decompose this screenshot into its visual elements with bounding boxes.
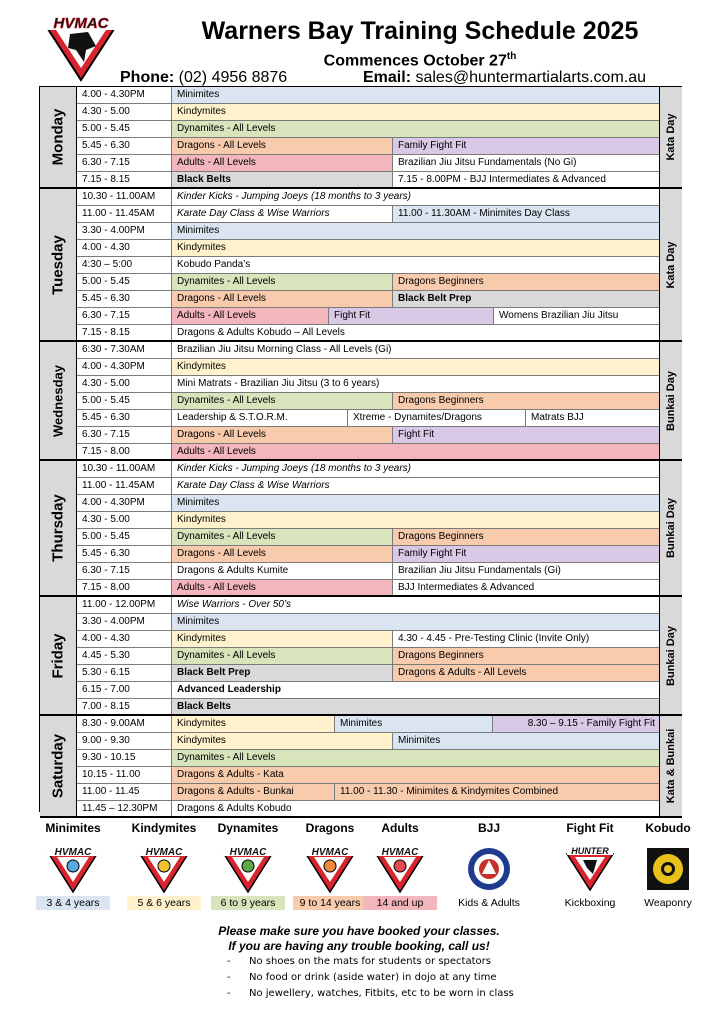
class-cell-minimites: Minimites [172,87,660,103]
time-slot: 6:30 - 7.30AM [77,342,172,358]
schedule-row [77,631,659,648]
svg-text:HUNTER: HUNTER [571,846,609,856]
class-cell-dragons-beginners: Dragons Beginners [393,393,660,409]
schedule-row [77,767,659,784]
schedule-row [77,206,659,223]
schedule-row [77,257,659,274]
legend-item-fight-fit [545,820,635,910]
class-cell-xtreme-dynamites-dragons: Xtreme - Dynamites/Dragons [348,410,526,426]
schedule-row [77,495,659,512]
class-cell-7-15-8-00pm-bjj-intermediates-advanced: 7.15 - 8.00PM - BJJ Intermediates & Advanced [393,172,660,187]
class-cell-dragons-beginners: Dragons Beginners [393,648,660,664]
time-slot: 5.45 - 6.30 [77,410,172,426]
hunter-fight-fit-icon [563,844,617,894]
time-slot: 6.30 - 7.15 [77,427,172,443]
class-cell-wise-warriors-over-50-s: Wise Warriors - Over 50’s [172,597,660,613]
focus-name: Kata & Bunkai [665,728,677,804]
schedule-row [77,410,659,427]
legend-name: Adults [381,821,419,835]
time-slot: 10.30 - 11.00AM [77,189,172,205]
time-slot: 4.30 - 5.00 [77,512,172,528]
schedule-row [77,529,659,546]
class-cell-karate-day-class-wise-warriors: Karate Day Class & Wise Warriors [172,478,660,494]
class-cell-brazilian-jiu-jitsu-morning-class-all-le: Brazilian Jiu Jitsu Morning Class - All Levels (Gi) [172,342,660,358]
time-slot: 7.00 - 8.15 [77,699,172,714]
day-label-thursday [40,461,77,597]
day-name: Monday [49,108,67,166]
schedule-row [77,801,659,818]
class-cell-kobudo-panda-s: Kobudo Panda’s [172,257,660,273]
focus-name: Bunkai Day [665,498,677,558]
time-slot: 5.00 - 5.45 [77,274,172,290]
class-cell-dragons-beginners: Dragons Beginners [393,274,660,290]
class-cell-black-belts: Black Belts [172,699,660,714]
day-name: Tuesday [49,234,67,295]
kobudo-crest-icon [641,844,695,894]
class-cell-dragons-adults-kata: Dragons & Adults - Kata [172,767,660,783]
class-cell-black-belt-prep: Black Belt Prep [172,665,393,681]
time-slot: 7.15 - 8.15 [77,172,172,187]
schedule-row [77,648,659,665]
time-slot: 7.15 - 8.00 [77,580,172,595]
schedule-row [77,240,659,257]
schedule-row [77,682,659,699]
day-label-tuesday [40,189,77,342]
class-cell-kindymites: Kindymites [172,733,393,749]
time-slot: 10.15 - 11.00 [77,767,172,783]
schedule-row [77,461,659,478]
class-cell-adults-all-levels: Adults - All Levels [172,580,393,595]
legend-age: 3 & 4 years [36,896,110,910]
svg-text:HVMAC: HVMAC [145,847,183,858]
class-cell-dragons-adults-kobudo: Dragons & Adults Kobudo [172,801,660,816]
time-slot: 5.45 - 6.30 [77,291,172,307]
class-cell-bjj-intermediates-advanced: BJJ Intermediates & Advanced [393,580,660,595]
class-cell-kinder-kicks-jumping-joeys-18-months-to-: Kinder Kicks - Jumping Joeys (18 months to 3 years) [172,189,660,205]
schedule-row [77,376,659,393]
time-slot: 8.30 - 9.00AM [77,716,172,732]
day-name: Saturday [49,733,67,799]
class-legend [0,820,718,920]
day-name: Thursday [49,494,67,562]
class-cell-minimites: Minimites [172,223,660,239]
class-cell-advanced-leadership: Advanced Leadership [172,682,660,698]
class-cell-dragons-adults-kumite: Dragons & Adults Kumite [172,563,393,579]
class-cell-matrats-bjj: Matrats BJJ [526,410,660,426]
legend-item-kobudo [623,820,713,910]
class-cell-dragons-all-levels: Dragons - All Levels [172,546,393,562]
class-cell-kindymites: Kindymites [172,359,660,375]
time-slot: 11.00 - 11.45 [77,784,172,800]
focus-name: Bunkai Day [665,625,677,686]
legend-age: 5 & 6 years [127,896,201,910]
legend-name: Fight Fit [566,821,614,835]
svg-text:HVMAC: HVMAC [229,847,267,858]
schedule-row [77,546,659,563]
time-slot: 5.00 - 5.45 [77,121,172,137]
schedule-row [77,427,659,444]
time-slot: 4:30 – 5:00 [77,257,172,273]
day-label-friday [40,597,77,716]
hvmac-dragons-icon [303,844,357,894]
rule-item [227,954,718,970]
day-label-saturday [40,716,77,818]
time-slot: 3.30 - 4.00PM [77,614,172,630]
legend-age: 14 and up [363,896,437,910]
page-subtitle: Commences October 27th [323,51,517,70]
time-slot: 11.00 - 11.45AM [77,478,172,494]
class-cell-kindymites: Kindymites [172,240,660,256]
class-cell-mini-matrats-brazilian-jiu-jitsu-3-to-6-: Mini Matrats - Brazilian Jiu Jitsu (3 to 6 years) [172,376,660,392]
focus-name: Kata Day [665,113,677,161]
bullet-dash: - [227,972,231,983]
schedule-row [77,716,659,733]
legend-item-kindymites [119,820,209,910]
schedule-row [77,563,659,580]
schedule-row [77,342,659,359]
class-cell-adults-all-levels: Adults - All Levels [172,155,393,171]
email-info: Email: sales@huntermartialarts.com.au [363,69,647,86]
class-cell-karate-day-class-wise-warriors: Karate Day Class & Wise Warriors [172,206,393,222]
time-slot: 4.45 - 5.30 [77,648,172,664]
time-slot: 11.45 – 12.30PM [77,801,172,816]
class-cell-minimites: Minimites [393,733,660,749]
page-title: Warners Bay Training Schedule 2025 [201,17,639,45]
day-name: Wednesday [50,364,66,437]
class-cell-dragons-adults-all-levels: Dragons & Adults - All Levels [393,665,660,681]
class-cell-dragons-all-levels: Dragons - All Levels [172,427,393,443]
legend-item-dynamites [203,820,293,910]
class-cell-dragons-beginners: Dragons Beginners [393,529,660,545]
schedule-row [77,665,659,682]
legend-name: BJJ [477,821,500,835]
class-cell-dynamites-all-levels: Dynamites - All Levels [172,274,393,290]
bullet-dash: - [227,956,231,967]
class-cell-11-00-11-30am-minimites-day-class: 11.00 - 11.30AM - Minimites Day Class [393,206,660,222]
svg-text:HVMAC: HVMAC [53,15,109,32]
focus-label-friday [659,597,682,716]
class-cell-brazilian-jiu-jitsu-fundamentals-no-gi: Brazilian Jiu Jitsu Fundamentals (No Gi) [393,155,660,171]
hvmac-header-logo [40,12,122,82]
time-slot: 7.15 - 8.15 [77,325,172,340]
class-cell-dynamites-all-levels: Dynamites - All Levels [172,529,393,545]
class-cell-adults-all-levels: Adults - All Levels [172,444,660,459]
time-slot: 3.30 - 4.00PM [77,223,172,239]
time-slot: 6.30 - 7.15 [77,563,172,579]
rules-list [0,954,718,1002]
class-cell-family-fight-fit: Family Fight Fit [393,546,660,562]
time-slot: 4.00 - 4.30PM [77,359,172,375]
schedule-row [77,733,659,750]
focus-name: Kata Day [665,240,677,289]
time-slot: 11.00 - 12.00PM [77,597,172,613]
schedule-row [77,359,659,376]
svg-text:HVMAC: HVMAC [381,847,419,858]
time-slot: 4.00 - 4.30 [77,240,172,256]
rule-item [227,970,718,986]
schedule-row [77,784,659,801]
schedule-row [77,121,659,138]
class-cell-black-belt-prep: Black Belt Prep [393,291,660,307]
class-cell-family-fight-fit: Family Fight Fit [393,138,660,154]
class-cell-kindymites: Kindymites [172,512,660,528]
legend-name: Kobudo [645,821,691,835]
time-slot: 6.30 - 7.15 [77,155,172,171]
class-cell-kindymites: Kindymites [172,716,335,732]
schedule-row [77,104,659,121]
time-slot: 6.15 - 7.00 [77,682,172,698]
hvmac-kindymites-icon [137,844,191,894]
legend-name: Minimites [45,821,101,835]
class-cell-kindymites: Kindymites [172,631,393,647]
time-slot: 9.00 - 9.30 [77,733,172,749]
class-cell-womens-brazilian-jiu-jitsu: Womens Brazilian Jiu Jitsu [494,308,660,324]
time-slot: 4.30 - 5.00 [77,376,172,392]
time-slot: 5.00 - 5.45 [77,529,172,545]
booking-notes [0,924,718,1002]
schedule-row [77,155,659,172]
legend-item-adults [355,820,445,910]
class-cell-adults-all-levels: Adults - All Levels [172,308,329,324]
legend-name: Kindymites [131,821,197,835]
schedule-row [77,444,659,461]
class-cell-dynamites-all-levels: Dynamites - All Levels [172,121,660,137]
legend-age: 6 to 9 years [211,896,285,910]
schedule-row [77,308,659,325]
schedule-row [77,478,659,495]
class-cell-8-30-9-15-family-fight-fit: 8.30 – 9.15 - Family Fight Fit [493,716,660,732]
class-cell-minimites: Minimites [335,716,493,732]
rule-item [227,986,718,1002]
schedule-row [77,699,659,716]
time-slot: 6.30 - 7.15 [77,308,172,324]
class-cell-dynamites-all-levels: Dynamites - All Levels [172,750,660,766]
bjj-seal-icon [462,844,516,894]
hvmac-dynamites-icon [221,844,275,894]
hvmac-minimites-icon [46,844,100,894]
notes-line-1: Please make sure you have booked your classes. [218,924,500,938]
class-cell-minimites: Minimites [172,614,660,630]
legend-age: 9 to 14 years [293,896,367,910]
schedule-row [77,614,659,631]
schedule-row [77,580,659,597]
class-cell-dynamites-all-levels: Dynamites - All Levels [172,648,393,664]
class-cell-dragons-adults-kobudo-all-levels: Dragons & Adults Kobudo – All Levels [172,325,660,340]
time-slot: 4.30 - 5.00 [77,104,172,120]
focus-label-tuesday [659,189,682,342]
schedule-row [77,87,659,104]
svg-text:HVMAC: HVMAC [311,847,349,858]
class-cell-dragons-all-levels: Dragons - All Levels [172,138,393,154]
schedule-row [77,138,659,155]
class-cell-dragons-adults-bunkai: Dragons & Adults - Bunkai [172,784,335,800]
rule-text: No jewellery, watches, Fitbits, etc to be worn in class [249,988,514,999]
time-slot: 5.00 - 5.45 [77,393,172,409]
class-cell-dynamites-all-levels: Dynamites - All Levels [172,393,393,409]
legend-name: Dragons [305,821,355,835]
focus-label-saturday [659,716,682,818]
focus-label-wednesday [659,342,682,461]
svg-text:HVMAC: HVMAC [54,847,92,858]
legend-age: Kids & Adults [458,897,520,909]
time-slot: 5.30 - 6.15 [77,665,172,681]
rule-text: No food or drink (aside water) in dojo at any time [249,972,497,983]
time-slot: 7.15 - 8.00 [77,444,172,459]
day-name: Friday [49,632,67,679]
time-slot: 5.45 - 6.30 [77,546,172,562]
class-cell-fight-fit: Fight Fit [393,427,660,443]
schedule-row [77,325,659,342]
time-slot: 10.30 - 11.00AM [77,461,172,477]
class-cell-fight-fit: Fight Fit [329,308,494,324]
class-cell-kinder-kicks-jumping-joeys-18-months-to-: Kinder Kicks - Jumping Joeys (18 months to 3 years) [172,461,660,477]
class-cell-leadership-s-t-o-r-m: Leadership & S.T.O.R.M. [172,410,348,426]
class-cell-black-belts: Black Belts [172,172,393,187]
focus-label-monday [659,87,682,189]
time-slot: 11.00 - 11.45AM [77,206,172,222]
schedule-row [77,393,659,410]
time-slot: 9.30 - 10.15 [77,750,172,766]
time-slot: 4.00 - 4.30PM [77,495,172,511]
legend-name: Dynamites [217,821,279,835]
focus-label-thursday [659,461,682,597]
class-cell-4-30-4-45-pre-testing-clinic-invite-only: 4.30 - 4.45 - Pre-Testing Clinic (Invite Only) [393,631,660,647]
legend-item-bjj [444,820,534,910]
class-cell-minimites: Minimites [172,495,660,511]
phone-info: Phone: (02) 4956 8876 [120,69,288,86]
day-label-monday [40,87,77,189]
time-slot: 4.00 - 4.30PM [77,87,172,103]
schedule-row [77,597,659,614]
schedule-row [77,750,659,767]
schedule-row [77,189,659,206]
time-slot: 5.45 - 6.30 [77,138,172,154]
class-cell-kindymites: Kindymites [172,104,660,120]
legend-age: Kickboxing [564,897,616,909]
class-cell-dragons-all-levels: Dragons - All Levels [172,291,393,307]
schedule-row [77,172,659,189]
day-label-wednesday [40,342,77,461]
class-cell-brazilian-jiu-jitsu-fundamentals-gi: Brazilian Jiu Jitsu Fundamentals (Gi) [393,563,660,579]
schedule-row [77,274,659,291]
legend-age: Weaponry [644,897,692,909]
schedule-row [77,223,659,240]
rule-text: No shoes on the mats for students or spectators [249,956,491,967]
schedule-row [77,512,659,529]
notes-line-2: If you are having any trouble booking, call us! [228,939,490,953]
focus-name: Bunkai Day [665,370,677,431]
schedule-row [77,291,659,308]
hvmac-adults-icon [373,844,427,894]
bullet-dash: - [227,988,231,999]
legend-item-minimites [28,820,118,910]
class-cell-11-00-11-30-minimites-kindymites-combine: 11.00 - 11.30 - Minimites & Kindymites Combined [335,784,660,800]
time-slot: 4.00 - 4.30 [77,631,172,647]
